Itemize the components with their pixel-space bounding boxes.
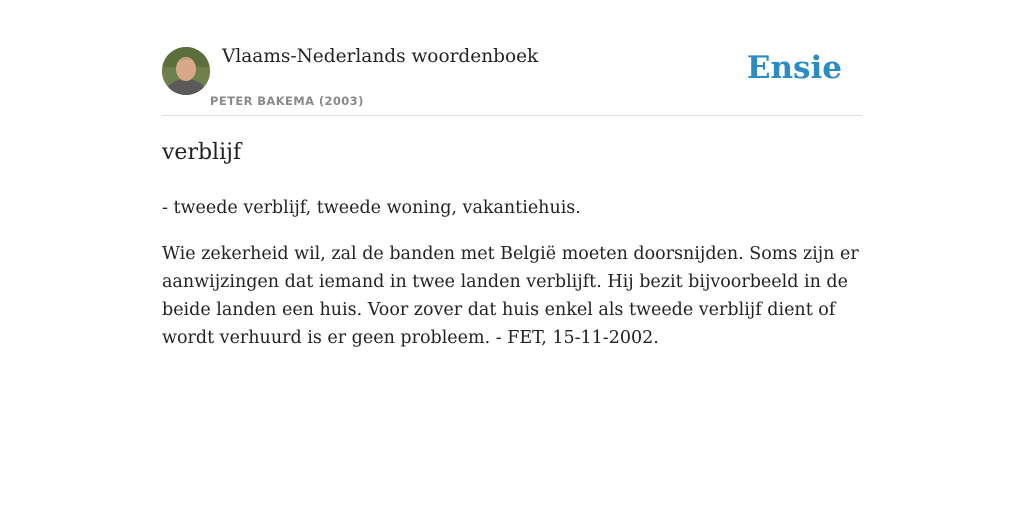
header-divider bbox=[162, 115, 862, 116]
entry-example: Wie zekerheid wil, zal de banden met België moeten doorsnijden. Soms zijn er aanwijzingen dat iemand in twee landen verblijft. Hij bezit bijvoorbeeld in de beide landen een huis. Voor zover dat huis enkel als tweede verblijf dient of wordt verhuurd is er geen probleem. - FET, 15-11-2002. bbox=[162, 244, 859, 348]
author-name[interactable]: PETER BAKEMA (2003) bbox=[210, 94, 364, 108]
entry-definition: - tweede verblijf, tweede woning, vakantiehuis. bbox=[162, 198, 581, 218]
ensie-logo[interactable]: Ensie bbox=[746, 50, 842, 86]
author-avatar[interactable] bbox=[162, 47, 210, 95]
book-title[interactable]: Vlaams-Nederlands woordenboek bbox=[222, 46, 539, 67]
entry-headword: verblijf bbox=[162, 140, 242, 165]
person-icon bbox=[162, 47, 210, 95]
